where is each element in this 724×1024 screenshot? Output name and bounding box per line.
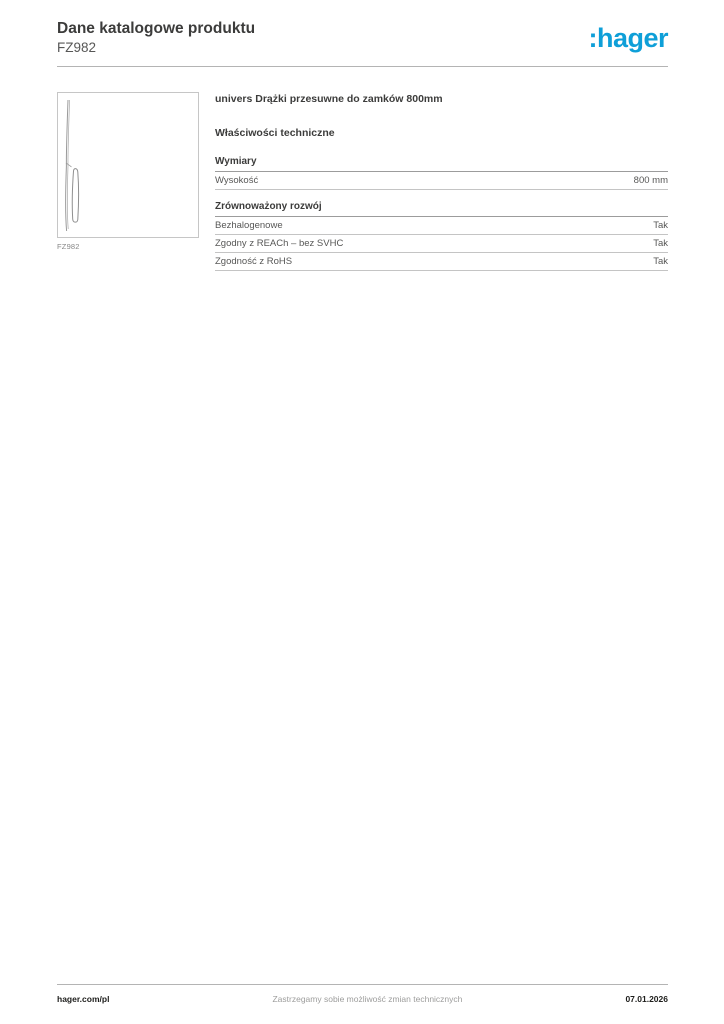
spec-section-sustainability [215,201,668,271]
product-image [57,92,199,238]
spec-section-title: Wymiary [215,156,668,172]
spec-label: Bezhalogenowe [215,219,283,231]
table-row [215,253,668,271]
spec-section-dimensions [215,156,668,190]
document-header [57,0,668,67]
footer-date: 07.01.2026 [625,994,668,1004]
spec-value: Tak [653,219,668,231]
footer-disclaimer: Zastrzegamy sobie możliwość zmian technicznych [272,994,463,1004]
spec-label: Wysokość [215,174,259,186]
product-code: FZ982 [57,39,97,55]
product-name: univers Drążki przesuwne do zamków 800mm [215,92,443,105]
document-footer [57,984,668,1004]
spec-section-title: Zrównoważony rozwój [215,201,668,217]
spec-label: Zgodny z REACh – bez SVHC [215,237,344,249]
hager-logo: :hager [588,23,668,53]
specs-heading: Właściwości techniczne [215,126,335,139]
table-row [215,235,668,253]
product-image-caption: FZ982 [57,241,80,251]
page-content [57,0,668,271]
spec-value: Tak [653,237,668,249]
product-image-column [57,92,199,271]
main-section [57,92,668,271]
table-row [215,172,668,190]
header-titles [57,20,255,55]
footer-website-link[interactable]: hager.com/pl [57,994,110,1004]
spec-value: Tak [653,255,668,267]
spec-value: 800 mm [633,174,668,186]
product-details-column [215,92,668,271]
table-row [215,217,668,235]
page-title: Dane katalogowe produktu [57,20,256,37]
sliding-rod-drawing [58,93,198,237]
spec-label: Zgodność z RoHS [215,255,293,267]
